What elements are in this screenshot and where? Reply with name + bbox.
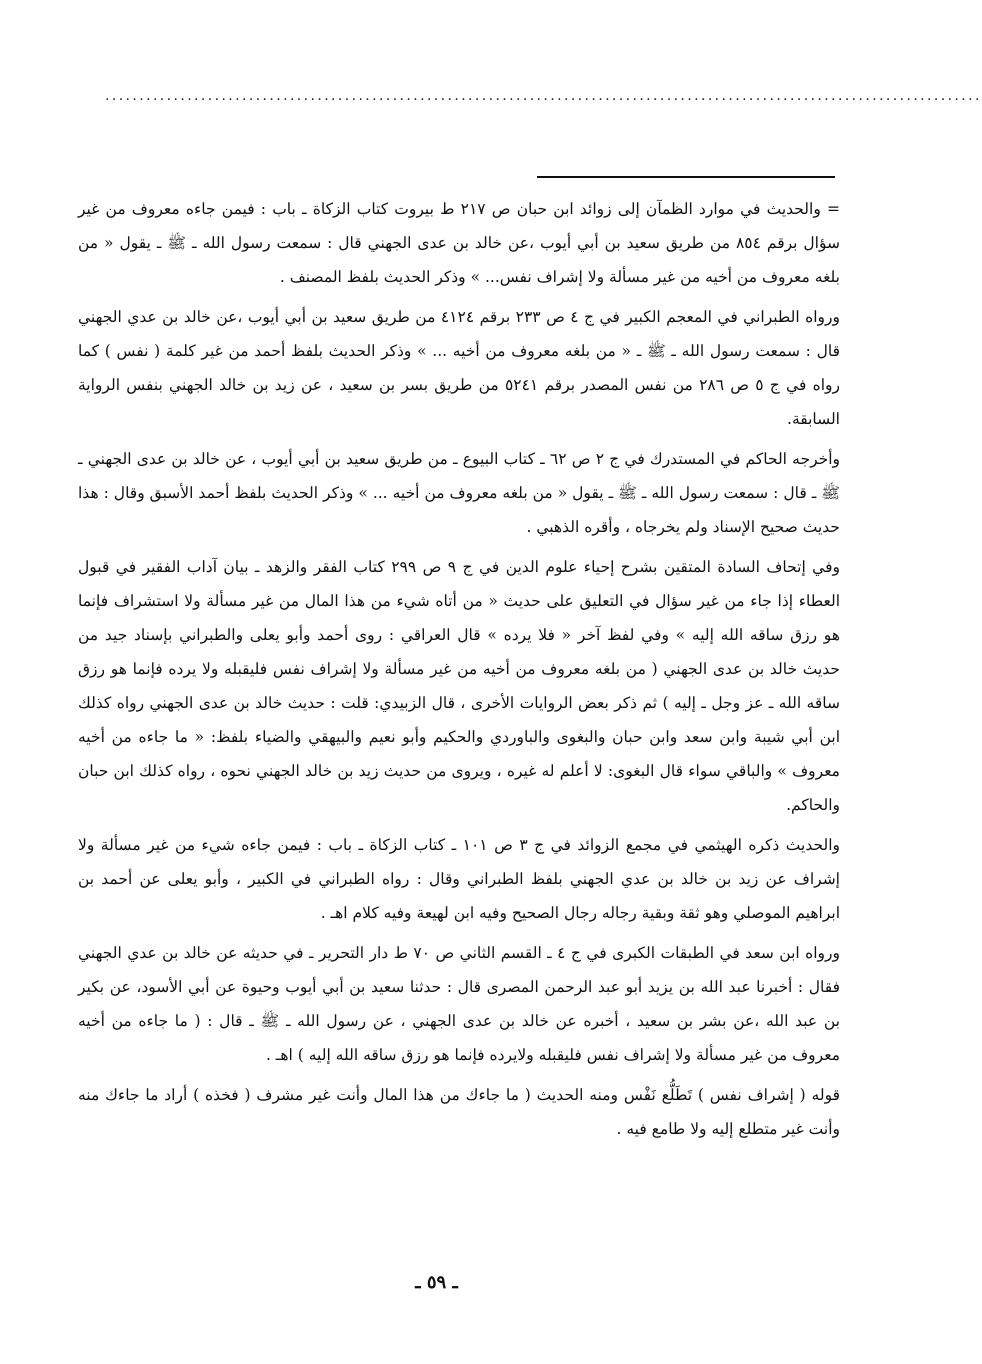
paragraph-7: قوله ( إشراف نفس ) تَطَلُّع نَفْس ومنه الحديث ( ما جاءك من هذا المال وأنت غير مشرف ( فخذه ) أراد ما جاءك منه وأنت غير متطلع إليه ولا طامع فيه . <box>78 1086 840 1138</box>
page-body <box>78 192 840 1146</box>
paragraph-2: ورواه الطبراني في المعجم الكبير في ج ٤ ص ٢٣٣ برقم ٤١٢٤ من طريق سعيد بن أبي أيوب ،عن خالد بن عدي الجهني قال : سمعت رسول الله ـ ﷺ ـ « من بلغه معروف من أخيه ... » وذكر الحديث بلفظ أحمد من غير كلمة ( نفس ) كما رواه في ج ٥ ص ٢٨٦ من نفس المصدر برقم ٥٢٤١ من طريق بسر بن سعيد ، عن زيد بن خالد الجهني بنفس الرواية السابقة. <box>78 308 840 428</box>
paragraph-5: والحديث ذكره الهيثمي في مجمع الزوائد في ج ٣ ص ١٠١ ـ كتاب الزكاة ـ باب : فيمن جاءه شيء من غير مسألة ولا إشراف عن زيد بن خالد بن عدي الجهني بلفظ الطبراني وقال : رواه الطبراني في الكبير ، وأبو يعلى عن أحمد بن ابراهيم الموصلي وهو ثقة وبقية رجاله رجال الصحيح وفيه ابن لهيعة وفيه كلام اهـ . <box>78 836 840 922</box>
footnote-separator <box>537 176 835 178</box>
header-dotted-line: ................................................................................................................................ <box>105 88 982 104</box>
paragraph-3: وأخرجه الحاكم في المستدرك في ج ٢ ص ٦٢ ـ كتاب البيوع ـ من طريق سعيد بن أبي أيوب ، عن خالد بن عدى الجهني ـ ﷺ ـ قال : سمعت رسول الله ـ ﷺ ـ يقول « من بلغه معروف من أخيه ... » وذكر الحديث بلفظ أحمد الأسبق وقال : هذا حديث صحيح الإسناد ولم يخرجاه ، وأقره الذهبي . <box>78 450 840 536</box>
paragraph-4: وفي إتحاف السادة المتقين بشرح إحياء علوم الدين في ج ٩ ص ٢٩٩ كتاب الفقر والزهد ـ بيان آداب الفقير في قبول العطاء إذا جاء من غير سؤال في التعليق على حديث « من أتاه شيء من هذا المال من غير مسألة ولا استشراف فإنما هو رزق ساقه الله إليه » وفي لفظ آخر « فلا يرده » قال العراقي : روى أحمد وأبو يعلى والطبراني بإسناد جيد من حديث خالد بن عدى الجهني ( من بلغه معروف من أخيه من غير مسألة ولا إشراف نفس فليقبله ولا يرده فإنما هو رزق ساقه الله ـ عز وجل ـ إليه ) ثم ذكر بعض الروايات الأخرى ، قال الزبيدي: قلت : حديث خالد بن عدى الجهني رواه كذلك ابن أبي شيبة وابن سعد وابن حبان والبغوى والباوردي والحكيم وأبو نعيم والبيهقي والضياء بلفظ: « ما جاءه من أخيه معروف » والباقي سواء قال البغوى: لا أعلم له غيره ، ويروى من حديث زيد بن خالد الجهني نحوه ، رواه كذلك ابن حبان والحاكم. <box>78 558 841 814</box>
paragraph-1: = والحديث في موارد الظمآن إلى زوائد ابن حبان ص ٢١٧ ط بيروت كتاب الزكاة ـ باب : فيمن جاءه معروف من غير سؤال برقم ٨٥٤ من طريق سعيد بن أبي أيوب ،عن خالد بن عدى الجهني قال : سمعت رسول الله ـ ﷺ ـ يقول « من بلغه معروف من أخيه من غير مسألة ولا إشراف نفس... » وذكر الحديث بلفظ المصنف . <box>78 200 840 286</box>
paragraph-6: ورواه ابن سعد في الطبقات الكبرى في ج ٤ ـ القسم الثاني ص ٧٠ ط دار التحرير ـ في حديثه عن خالد بن عدي الجهني فقال : أخبرنا عبد الله بن يزيد أبو عبد الرحمن المصرى قال : حدثنا سعيد بن أبي أيوب وحيوة عن أبي الأسود، عن بكير بن عبد الله ،عن بشر بن سعيد ، أخبره عن خالد بن عدى الجهني ، عن رسول الله ـ ﷺ ـ قال : ( ما جاءه من أخيه معروف من غير مسألة ولا إشراف نفس فليقبله ولايرده فإنما هو رزق ساقه الله إليه ) اهـ . <box>78 944 841 1064</box>
page-number: ـ ٥٩ ـ <box>415 1272 458 1293</box>
